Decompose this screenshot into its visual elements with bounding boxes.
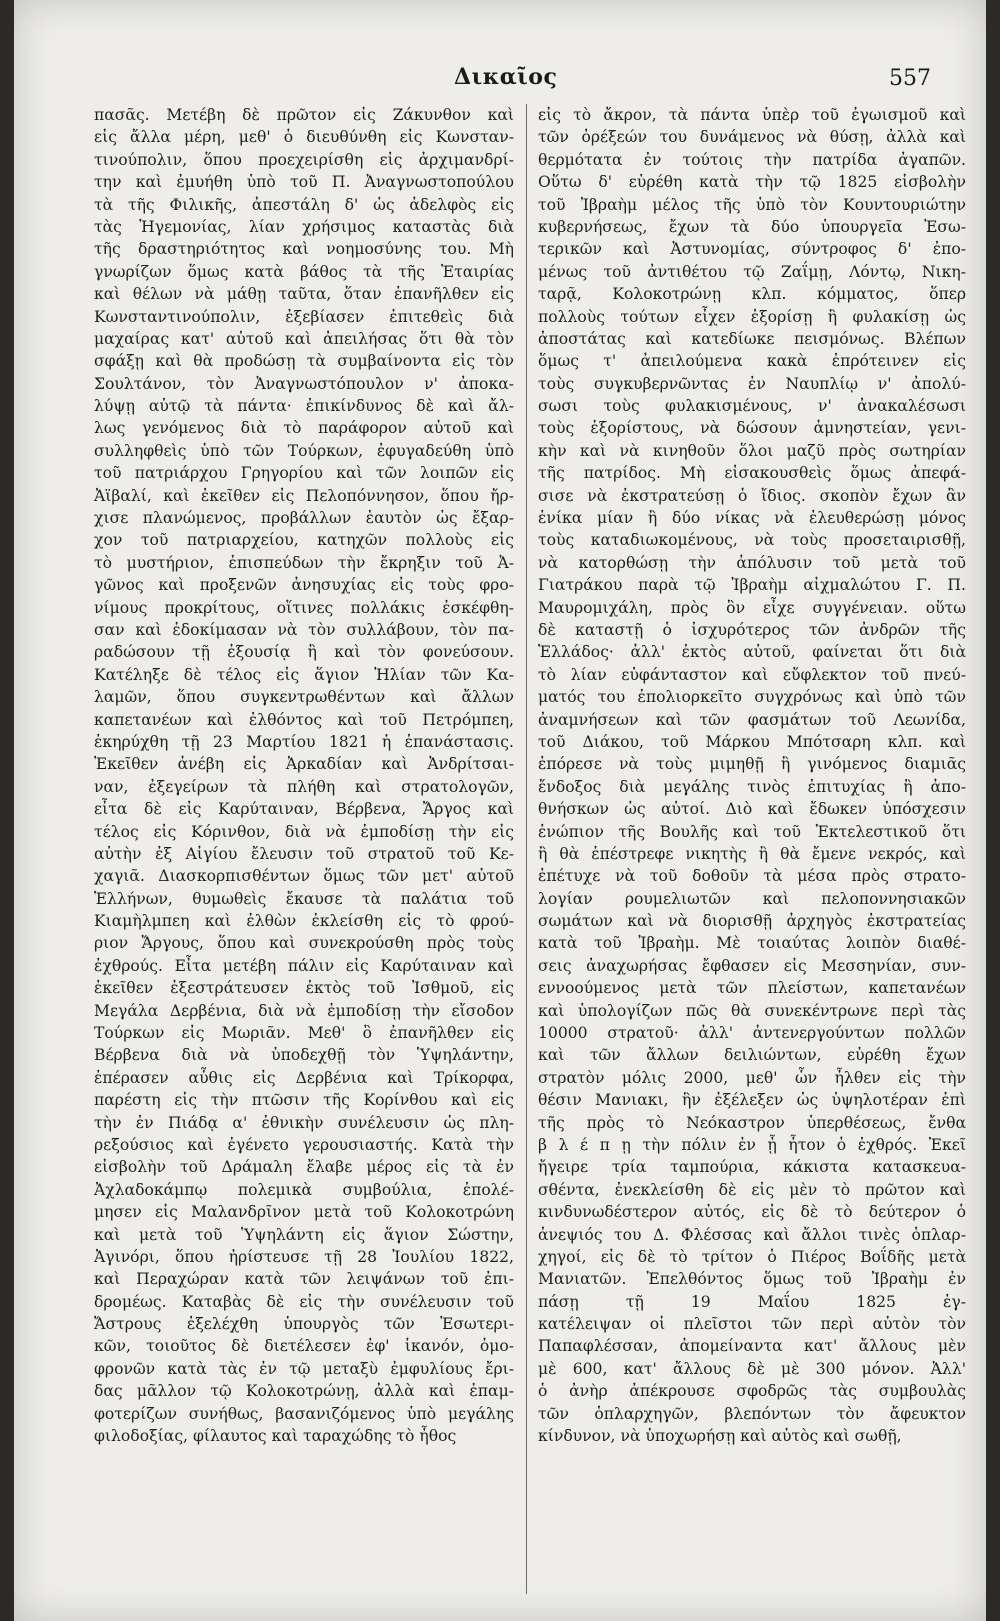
text-line: ρεξούσιος καὶ ἐγένετο γερουσιαστής. Κατὰ τὴν — [94, 1135, 514, 1154]
text-line: ἔνδοξος διὰ μεγάλης τινὸς ἐπιτυχίας ἢ ἀπο- — [538, 777, 966, 796]
text-line: πασᾶς. Μετέβη δὲ πρῶτον εἰς Ζάκυνθον καὶ — [94, 106, 514, 124]
text-line: Κιαμὴλμπεη καὶ ἐλθὼν ἐκλείσθη εἰς τὸ φρού- — [94, 912, 514, 931]
book-page — [14, 0, 986, 1621]
text-line: εννοούμενος μετὰ τῶν πλείστων, καπετανέων — [538, 979, 966, 998]
text-line: σθέντα, ἐνεκλείσθη δὲ εἰς μὲν τὸ πρῶτον καὶ — [538, 1180, 966, 1199]
text-line: κὴν καὶ νὰ κινηθοῦν ὅλοι μαζῦ πρὸς σωτηρίαν — [538, 441, 966, 460]
text-line: εἰς τὸ ἄκρον, τὰ πάντα ὑπὲρ τοῦ ἐγωισμοῦ καὶ — [538, 106, 966, 124]
text-line: μὲ 600, κατ' ἄλλους δὲ μὲ 300 μόνον. Ἀλλ' — [538, 1359, 966, 1378]
text-line: β λ έ π ῃ τὴν πόλιν ἐν ᾗ ἦτον ὁ ἐχθρός. Ἐκεῖ — [538, 1135, 966, 1154]
text-line: τινούπολιν, ὅπου προεχειρίσθη εἰς ἀρχιμανδρί- — [94, 150, 514, 169]
text-line: Τούρκων εἰς Μωριᾶν. Μεθ' ὃ ἐπανῆλθεν εἰς — [94, 1024, 514, 1043]
text-line: πάσῃ τῇ 19 Μαΐου 1825 ἐγ- — [538, 1292, 966, 1311]
text-line: σισε νὰ ἐκστρατεύσῃ ὁ ἴδιος. σκοπὸν ἔχων ἂν — [538, 486, 966, 505]
text-line: τοῦ πατριάρχου Γρηγορίου καὶ τῶν λοιπῶν εἰς — [94, 464, 514, 483]
text-line: αὐτὴν ἐξ Αἰγίου ἔλευσιν τοῦ στρατοῦ τοῦ Κε- — [94, 844, 514, 863]
text-line: τοῦ Διάκου, τοῦ Μάρκου Μπότσαρη κλπ. καὶ — [538, 732, 966, 751]
text-line: τοὺς συγκυβερνῶντας ἐν Ναυπλίῳ ν' ἀπολύ- — [538, 374, 966, 393]
text-line: Γιατράκου παρὰ τῷ Ἰβραὴμ αἰχμαλώτου Γ. Π. — [538, 576, 966, 595]
text-line: Σουλτάνον, τὸν Ἀναγνωστόπουλον ν' ἀποκα- — [94, 374, 514, 393]
text-line: ἐνώπιον τῆς Βουλῆς καὶ τοῦ Ἐκτελεστικοῦ ὅτι — [538, 822, 966, 841]
text-line: φοτερίζων συνήθως, βασανιζόμενος ὑπὸ μεγάλης — [94, 1404, 514, 1423]
text-line: Οὕτω δ' εὑρέθη κατὰ τὴν τῷ 1825 εἰσβολὴν — [538, 173, 966, 192]
text-line: ματός του ἐπολιορκεῖτο συγχρόνως καὶ ὑπὸ τῶν — [538, 688, 966, 707]
text-line: τῆς πρὸς τὸ Νεόκαστρον ὑπερθέσεως, ἔνθα — [538, 1113, 966, 1132]
text-line: ριον Ἄργους, ὅπου καὶ συνεκρούσθη πρὸς τοὺς — [94, 934, 514, 953]
text-line: φιλοδοξίας, φίλαυτος καὶ ταραχώδης τὸ ἦθος — [94, 1427, 457, 1446]
text-line: Ἀχλαδοκάμπῳ πολεμικὰ συμβούλια, ἐπολέ- — [94, 1180, 514, 1199]
text-line: Ἀγινόρι, ὅπου ἠρίστευσε τῇ 28 Ἰουλίου 1822, — [94, 1247, 514, 1266]
text-line: ἀναμνήσεων καὶ τῶν φασμάτων τοῦ Λεωνίδα, — [538, 710, 966, 729]
text-line: Μεγάλα Δερβένια, διὰ νὰ ἐμποδίσῃ τὴν εἴσοδον — [94, 1001, 514, 1020]
text-line: νίμους προκρίτους, οἵτινες πολλάκις ἐσκέφθη- — [94, 598, 514, 617]
text-line: 10000 στρατοῦ· ἀλλ' ἀντενεργούντων πολλῶν — [538, 1024, 966, 1043]
text-line: τὸ λίαν εὐφάνταστον καὶ εὔφλεκτον τοῦ πνεύ- — [538, 665, 966, 684]
text-line: ἤγειρε τρία ταμπούρια, κάκιστα κατασκευα- — [538, 1158, 966, 1177]
text-line: την καὶ ἐμυήθη ὑπὸ τοῦ Π. Ἀναγνωστοπούλου — [94, 173, 514, 192]
text-line: Ἀϊβαλί, καὶ ἐκεῖθεν εἰς Πελοπόννησον, ὅπου ἤρ- — [94, 486, 514, 505]
text-line: κῶν, τοιοῦτος δὲ διετέλεσεν ἐφ' ἱκανόν, ὁμο- — [94, 1337, 514, 1356]
text-line: ἐπόρεσε νὰ τοὺς μιμηθῇ ἢ γινόμενος διαμιᾶς — [538, 755, 966, 774]
text-line: σεις ἀναχωρήσας ἔφθασεν εἰς Μεσσηνίαν, συν- — [538, 956, 966, 975]
text-line: ὁ ἀνὴρ ἀπέκρουσε σφοδρῶς τὰς συμβουλὰς — [538, 1382, 966, 1401]
text-line: χον τοῦ πατριαρχείου, κατηχῶν πολλοὺς εἰς — [94, 531, 514, 550]
text-line: ἢ θὰ ἐπέστρεφε νικητὴς ἢ θὰ ἔμενε νεκρός, καὶ — [538, 844, 966, 863]
text-line: Μαυρομιχάλη, πρὸς ὃν εἶχε συγγένειαν. οὕτω — [538, 598, 966, 617]
text-line: χισε πλανώμενος, προβάλλων ἑαυτὸν ὡς ἔξαρ- — [94, 509, 514, 528]
text-line: πολλοὺς τούτων εἶχεν ἐξορίσῃ ἢ φυλακίσῃ ὡς — [538, 307, 966, 326]
text-line: ραδώσουν τῇ ἐξουσίᾳ ἢ καὶ τὸν φονεύσουν. — [94, 643, 514, 662]
text-line: παρέστη εἰς τὴν πτῶσιν τῆς Κορίνθου καὶ εἰς — [94, 1091, 514, 1110]
text-line: μένως τοῦ ἀντιθέτου τῷ Ζαΐμῃ, Λόντῳ, Νικη- — [538, 262, 966, 281]
text-line: Μανιατῶν. Ἐπελθόντος ὅμως τοῦ Ἰβραὴμ ἐν — [538, 1270, 966, 1289]
text-line: Ἑλλάδος· ἀλλ' ἐκτὸς αὐτοῦ, φαίνεται ὅτι διὰ — [538, 643, 966, 662]
text-line: τοὺς καταδιωκομένους, νὰ τοὺς προσεταιρισθῇ, — [538, 531, 966, 550]
text-line: τῆς πατρίδος. Μὴ εἰσακουσθεὶς ὅμως ἀπεφά- — [538, 464, 966, 483]
text-line: τοὺς ἐξορίστους, νὰ δώσουν ἀμνηστείαν, γενι- — [538, 419, 966, 438]
text-line: λαμῶν, ὅπου συγκεντρωθέντων καὶ ἄλλων — [94, 688, 514, 707]
text-line: δὲ καταστῇ ὁ ἰσχυρότερος τῶν ἀνδρῶν τῆς — [538, 620, 966, 639]
text-line: τῆς δραστηριότητος καὶ νοημοσύνης του. Μὴ — [94, 240, 514, 259]
text-line: ἐπέτυχε νὰ τοῦ δοθοῦν τὰ μέσα πρὸς στρατο- — [538, 867, 966, 886]
text-line: Βέρβενα διὰ νὰ ὑποδεχθῇ τὸν Ὑψηλάντην, — [94, 1046, 514, 1065]
text-line: Ἄστρους ἐξελέχθη ὑπουργὸς τῶν Ἐσωτερι- — [94, 1315, 514, 1334]
text-line: Κατέληξε δὲ τέλος εἰς ἅγιον Ἠλίαν τῶν Κα- — [94, 665, 514, 684]
text-line: στρατὸν μόλις 2000, μεθ' ὧν ἦλθεν εἰς τὴν — [538, 1068, 966, 1087]
column-divider — [526, 104, 527, 1594]
running-head: Δικαῖος — [454, 64, 558, 90]
text-line: γῶνος καὶ προξενῶν ἀνησυχίας εἰς τοὺς φρο- — [94, 576, 514, 595]
text-line: λως γενόμενος διὰ τὸ παράφορον αὐτοῦ καὶ — [94, 419, 514, 438]
text-line: τοῦ Ἰβραὴμ μέλος τῆς ὑπὸ τὸν Κουντουριώτην — [538, 195, 966, 214]
text-line: ἀποστάτας καὶ κατεδίωκε πεισμόνως. Βλέπων — [538, 329, 966, 348]
text-line: δρομέως. Καταβὰς δὲ εἰς τὴν συνέλευσιν τοῦ — [94, 1292, 514, 1311]
text-line: καὶ τῶν ἄλλων δειλιώντων, εὑρέθη ἔχων — [538, 1046, 966, 1065]
text-line: δας μᾶλλον τῷ Κολοκοτρώνῃ, ἀλλὰ καὶ ἐπαμ- — [94, 1382, 514, 1401]
text-line: θέσιν Μανιακι, ἣν ἐξέλεξεν ὡς ὑψηλοτέραν ἐπὶ — [538, 1091, 966, 1110]
text-line: τερικῶν καὶ Ἀστυνομίας, σύντροφος δ' ἐπο- — [538, 240, 966, 259]
text-line: γνωρίζων ὅμως κατὰ βάθος τὰ τῆς Ἑταιρίας — [94, 262, 514, 281]
text-line: ἀνεψιός του Δ. Φλέσσας καὶ ἄλλοι τινὲς ὁπλαρ- — [538, 1225, 966, 1244]
text-line: θερμότατα ἐν τούτοις τὴν πατρίδα ἀγαπῶν. — [538, 150, 966, 169]
text-line: σφάξῃ καὶ θὰ προδώσῃ τὰ συμβαίνοντα εἰς τὸν — [94, 352, 514, 371]
text-line: λογίαν ρουμελιωτῶν καὶ πελοποννησιακῶν — [538, 889, 966, 908]
text-line: καὶ θέλων νὰ μάθῃ ταῦτα, ὅταν ἐπανῆλθεν εἰς — [94, 285, 514, 304]
text-line: σωμάτων καὶ νὰ διορισθῇ ἀρχηγὸς ἐκστρατείας — [538, 912, 966, 931]
text-line: ἐκεῖθεν ἐξεστράτευσεν ἐκτὸς τοῦ Ἰσθμοῦ, εἰς — [94, 979, 514, 998]
text-line: τέλος εἰς Κόρινθον, διὰ νὰ ἐμποδίσῃ τὴν εἰς — [94, 822, 514, 841]
text-line: Παπαφλέσσαν, ἀπομείναντα κατ' ἄλλους μὲν — [538, 1337, 966, 1356]
text-line: καπετανέων καὶ ἐλθόντος καὶ τοῦ Πετρόμπεη, — [94, 710, 514, 729]
text-line: κινδυνωδέστερον αὐτός, εἰς δὲ τὸ δεύτερον ὁ — [538, 1203, 966, 1222]
text-line: καὶ Περαχώραν κατὰ τῶν λειψάνων τοῦ ἐπι- — [94, 1270, 514, 1289]
text-line: καὶ μετὰ τοῦ Ὑψηλάντη εἰς ἅγιον Σώστην, — [94, 1225, 514, 1244]
text-line: εἶτα δὲ εἰς Καρύταιναν, Βέρβενα, Ἄργος καὶ — [94, 800, 514, 819]
text-line: ἐπέρασεν αὖθις εἰς Δερβένια καὶ Τρίκορφα, — [94, 1068, 514, 1087]
text-line: τὰ τῆς Φιλικῆς, ἀπεστάλη δ' ὡς ἀδελφὸς εἰς — [94, 195, 514, 214]
text-line: χαγιᾶ. Διασκορπισθέντων ὅμως τῶν μετ' αὐτοῦ — [94, 867, 514, 886]
text-line: τὰς Ἡγεμονίας, λίαν χρήσιμος καταστὰς διὰ — [94, 217, 514, 236]
text-line: Κωνσταντινούπολιν, ἐξεβίασεν ἐπιτεθεὶς διὰ — [94, 307, 514, 326]
text-line: ἐκηρύχθη τῇ 23 Μαρτίου 1821 ἡ ἐπανάστασις. — [94, 732, 514, 751]
left-text-column — [94, 104, 514, 1447]
text-line: εἰς ἄλλα μέρη, μεθ' ὁ διευθύνθη εἰς Κωνσταν- — [94, 128, 514, 147]
text-line: τὴν ἐν Πιάδᾳ α' ἐθνικὴν συνέλευσιν ὡς πλη- — [94, 1113, 514, 1132]
text-line: κυβερνήσεως, ἔχων τὰ δύο ὑπουργεῖα Ἐσω- — [538, 217, 966, 236]
text-line: καὶ ὑπολογίζων πῶς θὰ συνεκέντρωνε περὶ τὰς — [538, 1001, 966, 1020]
text-line: νὰ κατορθώσῃ τὴν ἀπόλυσιν τοῦ μετὰ τοῦ — [538, 553, 966, 572]
text-line: ναν, ἐξεγείρων τὰ πλήθη καὶ στρατολογῶν, — [94, 777, 514, 796]
text-line: θνήσκων ὡς αὐτοί. Διὸ καὶ ἔδωκεν ὑπόσχεσιν — [538, 800, 966, 819]
text-line: κατέλειψαν οἱ πλεῖστοι τῶν περὶ αὐτὸν τὸν — [538, 1315, 966, 1334]
text-line: χηγοί, εἰς δὲ τὸ τρίτον ὁ Πιέρος Βοΐδῆς μετὰ — [538, 1247, 966, 1266]
text-line: μησεν εἰς Μαλανδρῖνον μετὰ τοῦ Κολοκοτρώνη — [94, 1203, 514, 1222]
text-line: ὅμως τ' ἀπειλούμενα κακὰ ἐπρότεινεν εἰς — [538, 352, 966, 371]
text-line: τῶν ὀρέξεών του δυνάμενος νὰ θύσῃ, ἀλλὰ καὶ — [538, 128, 966, 147]
text-line: ἐνίκα μίαν ἢ δύο νίκας νὰ ἐλευθερώσῃ μόνος — [538, 509, 966, 528]
text-line: σωσι τοὺς φυλακισμένους, ν' ἀνακαλέσωσι — [538, 397, 966, 416]
text-line: κατὰ τοῦ Ἰβραὴμ. Μὲ τοιαύτας λοιπὸν διαθέ- — [538, 934, 966, 953]
right-text-column — [538, 104, 966, 1447]
page-number: 557 — [889, 66, 931, 91]
text-line: εἰσβολὴν τοῦ Δράμαλη ἔλαβε μέρος εἰς τὰ ἐν — [94, 1158, 514, 1177]
text-line: Ἐκεῖθεν ἀνέβη εἰς Ἀρκαδίαν καὶ Ἀνδρίτσαι- — [94, 755, 514, 774]
text-line: ταρᾷ, Κολοκοτρώνῃ κλπ. κόμματος, ὅπερ — [538, 285, 966, 304]
text-line: συλληφθεὶς ὑπὸ τῶν Τούρκων, ἐφυγαδεύθη ὑπὸ — [94, 441, 514, 460]
text-line: τὸ μυστήριον, ἐπισπεύδων τὴν ἔκρηξιν τοῦ Ἀ- — [94, 553, 514, 572]
text-line: λύψῃ αὐτῷ τὰ πάντα· ἐπικίνδυνος δὲ καὶ ἄλ- — [94, 397, 514, 416]
text-line: μαχαίρας κατ' αὐτοῦ καὶ ἀπειλήσας ὅτι θὰ τὸν — [94, 329, 514, 348]
text-line: φρονῶν κατὰ τὰς ἐν τῷ μεταξὺ ἐμφυλίους ἔρι- — [94, 1359, 514, 1378]
text-line: σαν καὶ ἐδοκίμασαν νὰ τὸν συλλάβουν, τὸν πα- — [94, 620, 514, 639]
text-line: κίνδυνον, νὰ ὑποχωρήσῃ καὶ αὐτὸς καὶ σωθῇ, — [538, 1427, 902, 1446]
text-line: ἐχθρούς. Εἶτα μετέβη πάλιν εἰς Καρύταιναν καὶ — [94, 956, 514, 975]
text-line: τῶν ὁπλαρχηγῶν, βλεπόντων τὸν ἄφευκτον — [538, 1404, 966, 1423]
text-line: Ἑλλήνων, θυμωθεὶς ἔκαυσε τὰ παλάτια τοῦ — [94, 889, 514, 908]
